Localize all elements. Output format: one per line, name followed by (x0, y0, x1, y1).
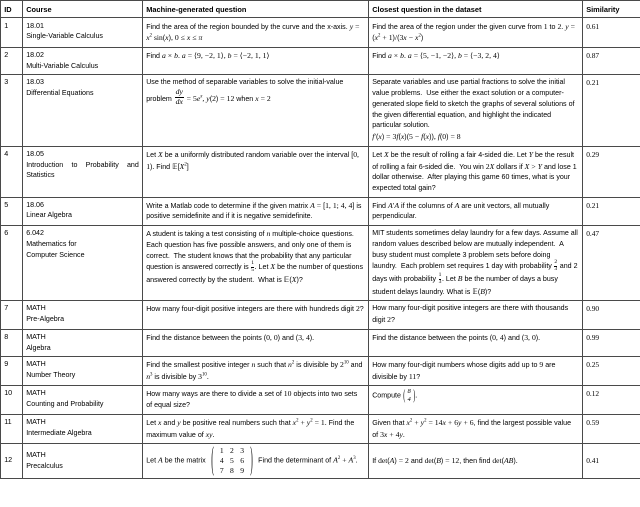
course-code: MATH (26, 389, 46, 398)
course-code: 18.02 (26, 50, 44, 59)
course-name: Counting and Probability (26, 400, 104, 409)
matrix-cell: 5 (230, 455, 234, 465)
row-closest-question: Given that $x^2 + y^2 = 14x + 6y + 6$, find the largest possible value of 3x + 4y. (369, 414, 583, 443)
table-row (1, 225, 640, 300)
course-code: MATH (26, 360, 46, 369)
table-row (1, 197, 640, 225)
row-id: 2 (1, 47, 23, 74)
course-name: Multi-Variable Calculus (26, 61, 99, 70)
course-code: MATH (26, 332, 46, 341)
course-code: 18.05 (26, 149, 44, 158)
row-closest-question: Find A′A if the columns of A are unit vectors, all mutually perpendicular. (369, 197, 583, 225)
row-id: 11 (1, 414, 23, 443)
row-id: 5 (1, 197, 23, 225)
row-closest-question: Find the distance between the points (0, 4) and (3, 0). (369, 329, 583, 356)
row-id: 1 (1, 18, 23, 47)
row-generated-question: A student is taking a test consisting of n multiple-choice questions. Each question has five possible answers, and only one of them is correct. The student knows that the probability that any particular question is answered correctly is $\frac{1}{5}$ . Let X be the number of questions answered correctly by the student. What is 𝔼(X)? (143, 225, 369, 300)
table-row (1, 329, 640, 356)
course-name: Precalculus (26, 461, 63, 470)
binomial-coefficient (403, 388, 415, 403)
table-row (1, 443, 640, 478)
row-generated-question: Let A be the matrix ( 1 2 3 4 5 6 7 8 9 ) Find the determinant of $A^2 + A^3$. (143, 443, 369, 478)
row-similarity: 0.12 (583, 386, 640, 414)
row-id: 8 (1, 329, 23, 356)
row-similarity: 0.99 (583, 329, 640, 356)
row-closest-question: MIT students sometimes delay laundry for a few days. Assume all random values described below are mutually independent. A busy student must complete 3 problem sets before doing laundry. Each problem set requires 1 day with probability $\frac{2}{3}$ and 2 days with probability $\frac{1}{3}$ . Let B be the number of days a busy student delays laundry. What is 𝔼(B)? (369, 225, 583, 300)
row-closest-question: Compute ( 8 4 ) . (369, 386, 583, 414)
course-code: MATH (26, 417, 46, 426)
row-closest-question: Find the area of the region under the given curve from 1 to 2. $y = (x^2 + 1)/(3x - x^2)$ (369, 18, 583, 47)
row-generated-question: How many four-digit positive integers are there with hundreds digit 2? (143, 301, 369, 329)
table-row (1, 47, 640, 74)
row-closest-question: Let X be the result of rolling a fair 4-sided die. Let Y be the result of rolling a fair 6-sided die. You win 2X dollars if X > Y and lose 1 dollar otherwise. After playing this game 60 times, what is your expected total gain? (369, 146, 583, 197)
row-id: 3 (1, 75, 23, 146)
course-name: Linear Algebra (26, 211, 72, 220)
course-name-line2: Computer Science (26, 250, 85, 259)
course-code: MATH (26, 304, 46, 313)
row-course (23, 146, 143, 197)
table-row (1, 18, 640, 47)
row-course (23, 414, 143, 443)
binomial-bottom: 4 (407, 395, 411, 403)
table-row (1, 386, 640, 414)
row-course (23, 301, 143, 329)
table-row (1, 414, 640, 443)
row-generated-question: Use the method of separable variables to solve the initial-value problem $\frac{dy}{dx}$ = $5e^x$, y(2) = 12 when x = 2 (143, 75, 369, 146)
row-closest-question: How many four-digit numbers whose digits add up to 9 are divisible by 11? (369, 356, 583, 385)
column-header-closest-question: Closest question in the dataset (369, 1, 583, 18)
row-generated-question: Find the smallest positive integer n such that $n^2$ is divisible by $2^{10}$ and $n^3$ is divisible by $3^{10}$. (143, 356, 369, 385)
row-id: 6 (1, 225, 23, 300)
table-header-row (1, 1, 640, 18)
matrix-row (217, 466, 248, 476)
column-header-machine-generated-question: Machine-generated question (143, 1, 369, 18)
matrix-3x3 (210, 446, 255, 475)
row-generated-question: How many ways are there to divide a set of 10 objects into two sets of equal size? (143, 386, 369, 414)
row-similarity: 0.59 (583, 414, 640, 443)
course-name: Introduction to Probability and Statistics (26, 160, 139, 180)
course-name: Number Theory (26, 370, 76, 379)
matrix-cell: 3 (240, 446, 245, 456)
course-code: 18.01 (26, 21, 44, 30)
table-row (1, 356, 640, 385)
row-generated-question: Let x and y be positive real numbers such that $x^2 + y^2 = 1$. Find the maximum value of xy. (143, 414, 369, 443)
row-generated-question: Find a × b. a = ⟨9, −2, 1⟩, b = ⟨−2, 1, 1⟩ (143, 47, 369, 74)
row-course (23, 47, 143, 74)
binomial-top: ( 8 (407, 388, 411, 396)
row-similarity: 0.47 (583, 225, 640, 300)
course-name: Single-Variable Calculus (26, 32, 103, 41)
matrix-cell: 7 (219, 465, 224, 475)
matrix-cell: 9 (240, 465, 245, 475)
course-code: 6.042 (26, 229, 44, 238)
course-code: MATH (26, 450, 46, 459)
row-closest-question: How many four-digit positive integers are there with thousands digit 2? (369, 301, 583, 329)
row-similarity: 0.61 (583, 18, 640, 47)
table-body (1, 18, 640, 478)
matrix-cell: ( 1 (219, 446, 224, 456)
matrix-row (217, 446, 248, 456)
table-row (1, 146, 640, 197)
row-course (23, 18, 143, 47)
course-name: Algebra (26, 343, 51, 352)
row-similarity: 0.87 (583, 47, 640, 74)
row-similarity: 0.41 (583, 443, 640, 478)
row-generated-question: Write a Matlab code to determine if the given matrix A = [1, 1; 4, 4] is positive semidefinite and if it is negative semidefinite. (143, 197, 369, 225)
table-row (1, 301, 640, 329)
column-header-id: ID (1, 1, 23, 18)
row-generated-question: Find the area of the region bounded by the curve and the x-axis. $y = x^2$ sin(x), 0 ≤ x ≤ π (143, 18, 369, 47)
row-course (23, 75, 143, 146)
matrix-cell: 6 (240, 455, 245, 465)
row-similarity: 0.21 (583, 197, 640, 225)
row-course (23, 386, 143, 414)
column-header-course: Course (23, 1, 143, 18)
row-generated-question: Let X be a uniformly distributed random variable over the interval [0, 1). Find $𝔼[X^2]$ (143, 146, 369, 197)
table-row (1, 75, 640, 146)
row-course (23, 197, 143, 225)
row-course (23, 443, 143, 478)
matrix-grid (217, 446, 248, 475)
row-similarity: 0.21 (583, 75, 640, 146)
row-id: 10 (1, 386, 23, 414)
row-similarity: 0.90 (583, 301, 640, 329)
course-name: Differential Equations (26, 89, 94, 98)
course-name: Pre-Algebra (26, 315, 65, 324)
matrix-cell: 2 (230, 446, 234, 456)
row-id: 9 (1, 356, 23, 385)
row-id: 7 (1, 301, 23, 329)
row-similarity: 0.29 (583, 146, 640, 197)
row-closest-question: If det(A) = 2 and det(B) = 12, then find det(AB). (369, 443, 583, 478)
table-header (1, 1, 640, 18)
row-closest-question: Find a × b. a = ⟨5, −1, −2⟩, b = ⟨−3, 2, 4⟩ (369, 47, 583, 74)
course-code: 18.03 (26, 78, 44, 87)
matrix-row (217, 456, 248, 466)
column-header-similarity: Similarity (583, 1, 640, 18)
row-closest-question: Separate variables and use partial fractions to solve the initial value problems. Use either the exact solution or a computer-generated slope field to sketch the graphs of several solutions of the given differential equation, and highlight the indicated particular solution. f′(x) = 3f(x)(5 − f(x)), f(0) = 8 (369, 75, 583, 146)
course-code: 18.06 (26, 200, 44, 209)
row-course (23, 329, 143, 356)
row-id: 12 (1, 443, 23, 478)
matrix-cell: 8 (230, 465, 234, 475)
course-name: Intermediate Algebra (26, 428, 92, 437)
row-generated-question: Find the distance between the points (0, 0) and (3, 4). (143, 329, 369, 356)
row-course (23, 356, 143, 385)
row-id: 4 (1, 146, 23, 197)
row-course (23, 225, 143, 300)
row-similarity: 0.25 (583, 356, 640, 385)
matrix-cell: 4 (219, 455, 224, 465)
course-name-line1: Mathematics for (26, 239, 77, 248)
